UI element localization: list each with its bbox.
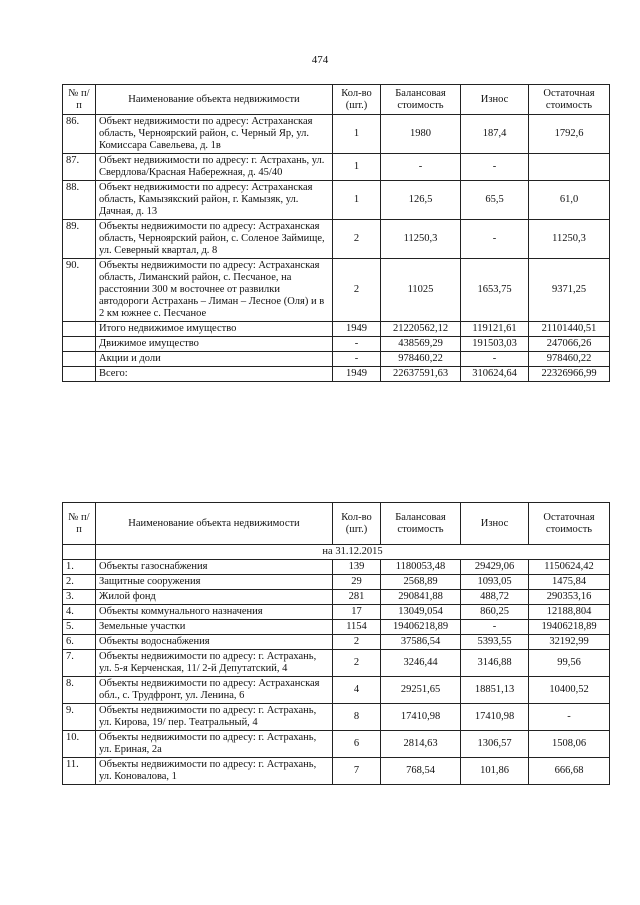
cell-name: Движимое имущество (96, 337, 333, 352)
table-row (63, 259, 610, 322)
table-row (63, 322, 610, 337)
cell-balance: 126,5 (381, 181, 461, 220)
cell-residual: 19406218,89 (529, 620, 610, 635)
cell-residual (529, 154, 610, 181)
table-row (63, 115, 610, 154)
cell-wear: 65,5 (461, 181, 529, 220)
page-number: 474 (311, 54, 329, 66)
property-table-continued (62, 84, 610, 382)
cell-num: 9. (63, 704, 96, 731)
cell-residual: 99,56 (529, 650, 610, 677)
cell-wear: 101,86 (461, 758, 529, 785)
cell-qty: 7 (333, 758, 381, 785)
header-name: Наименование объекта недвижимости (96, 503, 333, 545)
cell-qty: 1949 (333, 322, 381, 337)
cell-num: 86. (63, 115, 96, 154)
cell-balance: 13049,054 (381, 605, 461, 620)
cell-qty: 8 (333, 704, 381, 731)
cell-qty: 1 (333, 181, 381, 220)
cell-wear: 29429,06 (461, 560, 529, 575)
cell-name: Объекты недвижимости по адресу: г. Астрахань, ул. Ериная, 2а (96, 731, 333, 758)
header-wear: Износ (461, 503, 529, 545)
table-row (63, 220, 610, 259)
cell-wear: - (461, 620, 529, 635)
cell-residual: 1508,06 (529, 731, 610, 758)
cell-qty: 6 (333, 731, 381, 758)
cell-balance: 29251,65 (381, 677, 461, 704)
cell-name: Всего: (96, 367, 333, 382)
table-row (63, 650, 610, 677)
cell-num (63, 367, 96, 382)
cell-name: Объект недвижимости по адресу: Астраханская область, Черноярский район, с. Черный Яр, ул. Комиссара Савельева, д. 1в (96, 115, 333, 154)
cell-qty: 2 (333, 635, 381, 650)
header-wear: Износ (461, 85, 529, 115)
cell-balance: 17410,98 (381, 704, 461, 731)
cell-balance: 21220562,12 (381, 322, 461, 337)
cell-balance: 290841,88 (381, 590, 461, 605)
cell-wear: 1653,75 (461, 259, 529, 322)
cell-num: 3. (63, 590, 96, 605)
period-label: на 31.12.2015 (96, 545, 610, 560)
cell-balance: 438569,29 (381, 337, 461, 352)
table-row (63, 352, 610, 367)
cell-balance: 11025 (381, 259, 461, 322)
cell-num: 5. (63, 620, 96, 635)
cell-balance: 978460,22 (381, 352, 461, 367)
cell-num: 87. (63, 154, 96, 181)
cell-name: Объекты недвижимости по адресу: г. Астрахань, ул. Коновалова, 1 (96, 758, 333, 785)
cell-num: 6. (63, 635, 96, 650)
cell-wear: 17410,98 (461, 704, 529, 731)
header-num: № п/п (63, 85, 96, 115)
cell-residual: 290353,16 (529, 590, 610, 605)
cell-num (63, 352, 96, 367)
cell-residual: 9371,25 (529, 259, 610, 322)
cell-balance: 1980 (381, 115, 461, 154)
table-row (63, 560, 610, 575)
header-residual: Остаточная стоимость (529, 503, 610, 545)
table-row (63, 575, 610, 590)
table-row (63, 154, 610, 181)
cell-name: Акции и доли (96, 352, 333, 367)
period-spacer (63, 545, 96, 560)
cell-qty: 17 (333, 605, 381, 620)
cell-num: 11. (63, 758, 96, 785)
cell-qty: 1 (333, 154, 381, 181)
cell-num: 88. (63, 181, 96, 220)
cell-wear: 488,72 (461, 590, 529, 605)
cell-name: Объекты водоснабжения (96, 635, 333, 650)
cell-qty: 1949 (333, 367, 381, 382)
cell-name: Объект недвижимости по адресу: Астраханская область, Камызякский район, г. Камызяк, ул. Дачная, д. 13 (96, 181, 333, 220)
table-row (63, 181, 610, 220)
cell-qty: 2 (333, 220, 381, 259)
table-row (63, 677, 610, 704)
cell-wear: - (461, 154, 529, 181)
cell-residual: 12188,804 (529, 605, 610, 620)
cell-residual: 247066,26 (529, 337, 610, 352)
cell-residual: 21101440,51 (529, 322, 610, 337)
table-row (63, 758, 610, 785)
cell-num: 4. (63, 605, 96, 620)
cell-qty: 139 (333, 560, 381, 575)
cell-wear: 5393,55 (461, 635, 529, 650)
cell-residual: 32192,99 (529, 635, 610, 650)
cell-name: Земельные участки (96, 620, 333, 635)
cell-name: Объекты недвижимости по адресу: Астраханская область, Черноярский район, с. Соленое Займище, ул. Северный квартал, д. 8 (96, 220, 333, 259)
table-row (63, 337, 610, 352)
cell-name: Объекты коммунального назначения (96, 605, 333, 620)
table-row (63, 605, 610, 620)
cell-balance: 768,54 (381, 758, 461, 785)
cell-qty: 1 (333, 115, 381, 154)
cell-qty: - (333, 352, 381, 367)
cell-wear: 18851,13 (461, 677, 529, 704)
cell-residual: - (529, 704, 610, 731)
cell-wear: 1093,05 (461, 575, 529, 590)
cell-num: 2. (63, 575, 96, 590)
cell-balance: 2568,89 (381, 575, 461, 590)
cell-name: Объект недвижимости по адресу: г. Астрахань, ул. Свердлова/Красная Набережная, д. 45/40 (96, 154, 333, 181)
header-qty: Кол-во (шт.) (333, 85, 381, 115)
cell-num: 89. (63, 220, 96, 259)
cell-name: Объекты недвижимости по адресу: Астраханская область, Лиманский район, с. Песчаное, на расстоянии 300 м восточнее от развилки автодороги Астрахань – Лиман – Лесное (Оля) и в 2 км южнее с. Песчаное (96, 259, 333, 322)
cell-num (63, 322, 96, 337)
property-table-2015 (62, 502, 610, 785)
header-name: Наименование объекта недвижимости (96, 85, 333, 115)
cell-name: Жилой фонд (96, 590, 333, 605)
table-row (63, 704, 610, 731)
cell-residual: 10400,52 (529, 677, 610, 704)
cell-qty: 29 (333, 575, 381, 590)
table-row (63, 635, 610, 650)
cell-qty: 281 (333, 590, 381, 605)
header-balance: Балансовая стоимость (381, 503, 461, 545)
cell-qty: 4 (333, 677, 381, 704)
cell-num: 7. (63, 650, 96, 677)
cell-balance: 1180053,48 (381, 560, 461, 575)
cell-qty: - (333, 337, 381, 352)
cell-residual: 11250,3 (529, 220, 610, 259)
cell-wear: 191503,03 (461, 337, 529, 352)
cell-num: 10. (63, 731, 96, 758)
cell-num (63, 337, 96, 352)
table-row (63, 590, 610, 605)
cell-balance: 19406218,89 (381, 620, 461, 635)
cell-wear: 860,25 (461, 605, 529, 620)
cell-residual: 1475,84 (529, 575, 610, 590)
cell-wear: 310624,64 (461, 367, 529, 382)
cell-name: Объекты недвижимости по адресу: г. Астрахань, ул. Кирова, 19/ пер. Театральный, 4 (96, 704, 333, 731)
cell-residual: 666,68 (529, 758, 610, 785)
cell-qty: 1154 (333, 620, 381, 635)
cell-balance: 22637591,63 (381, 367, 461, 382)
header-num: № п/п (63, 503, 96, 545)
cell-wear: - (461, 352, 529, 367)
cell-wear: 119121,61 (461, 322, 529, 337)
header-residual: Остаточная стоимость (529, 85, 610, 115)
table-row (63, 731, 610, 758)
cell-name: Объекты газоснабжения (96, 560, 333, 575)
cell-num: 90. (63, 259, 96, 322)
cell-name: Итого недвижимое имущество (96, 322, 333, 337)
cell-wear: 187,4 (461, 115, 529, 154)
table-row (63, 367, 610, 382)
header-balance: Балансовая стоимость (381, 85, 461, 115)
cell-balance: 11250,3 (381, 220, 461, 259)
cell-balance: 37586,54 (381, 635, 461, 650)
table-row (63, 620, 610, 635)
cell-name: Защитные сооружения (96, 575, 333, 590)
cell-balance: 3246,44 (381, 650, 461, 677)
cell-residual: 1150624,42 (529, 560, 610, 575)
cell-residual: 978460,22 (529, 352, 610, 367)
cell-residual: 1792,6 (529, 115, 610, 154)
cell-num: 8. (63, 677, 96, 704)
header-qty: Кол-во (шт.) (333, 503, 381, 545)
cell-qty: 2 (333, 650, 381, 677)
cell-wear: - (461, 220, 529, 259)
cell-name: Объекты недвижимости по адресу: Астраханская обл., с. Трудфронт, ул. Ленина, 6 (96, 677, 333, 704)
cell-name: Объекты недвижимости по адресу: г. Астрахань, ул. 5-я Керченская, 11/ 2-й Депутатский, 4 (96, 650, 333, 677)
cell-balance: - (381, 154, 461, 181)
cell-residual: 61,0 (529, 181, 610, 220)
cell-num: 1. (63, 560, 96, 575)
cell-wear: 1306,57 (461, 731, 529, 758)
cell-balance: 2814,63 (381, 731, 461, 758)
cell-wear: 3146,88 (461, 650, 529, 677)
cell-qty: 2 (333, 259, 381, 322)
cell-residual: 22326966,99 (529, 367, 610, 382)
